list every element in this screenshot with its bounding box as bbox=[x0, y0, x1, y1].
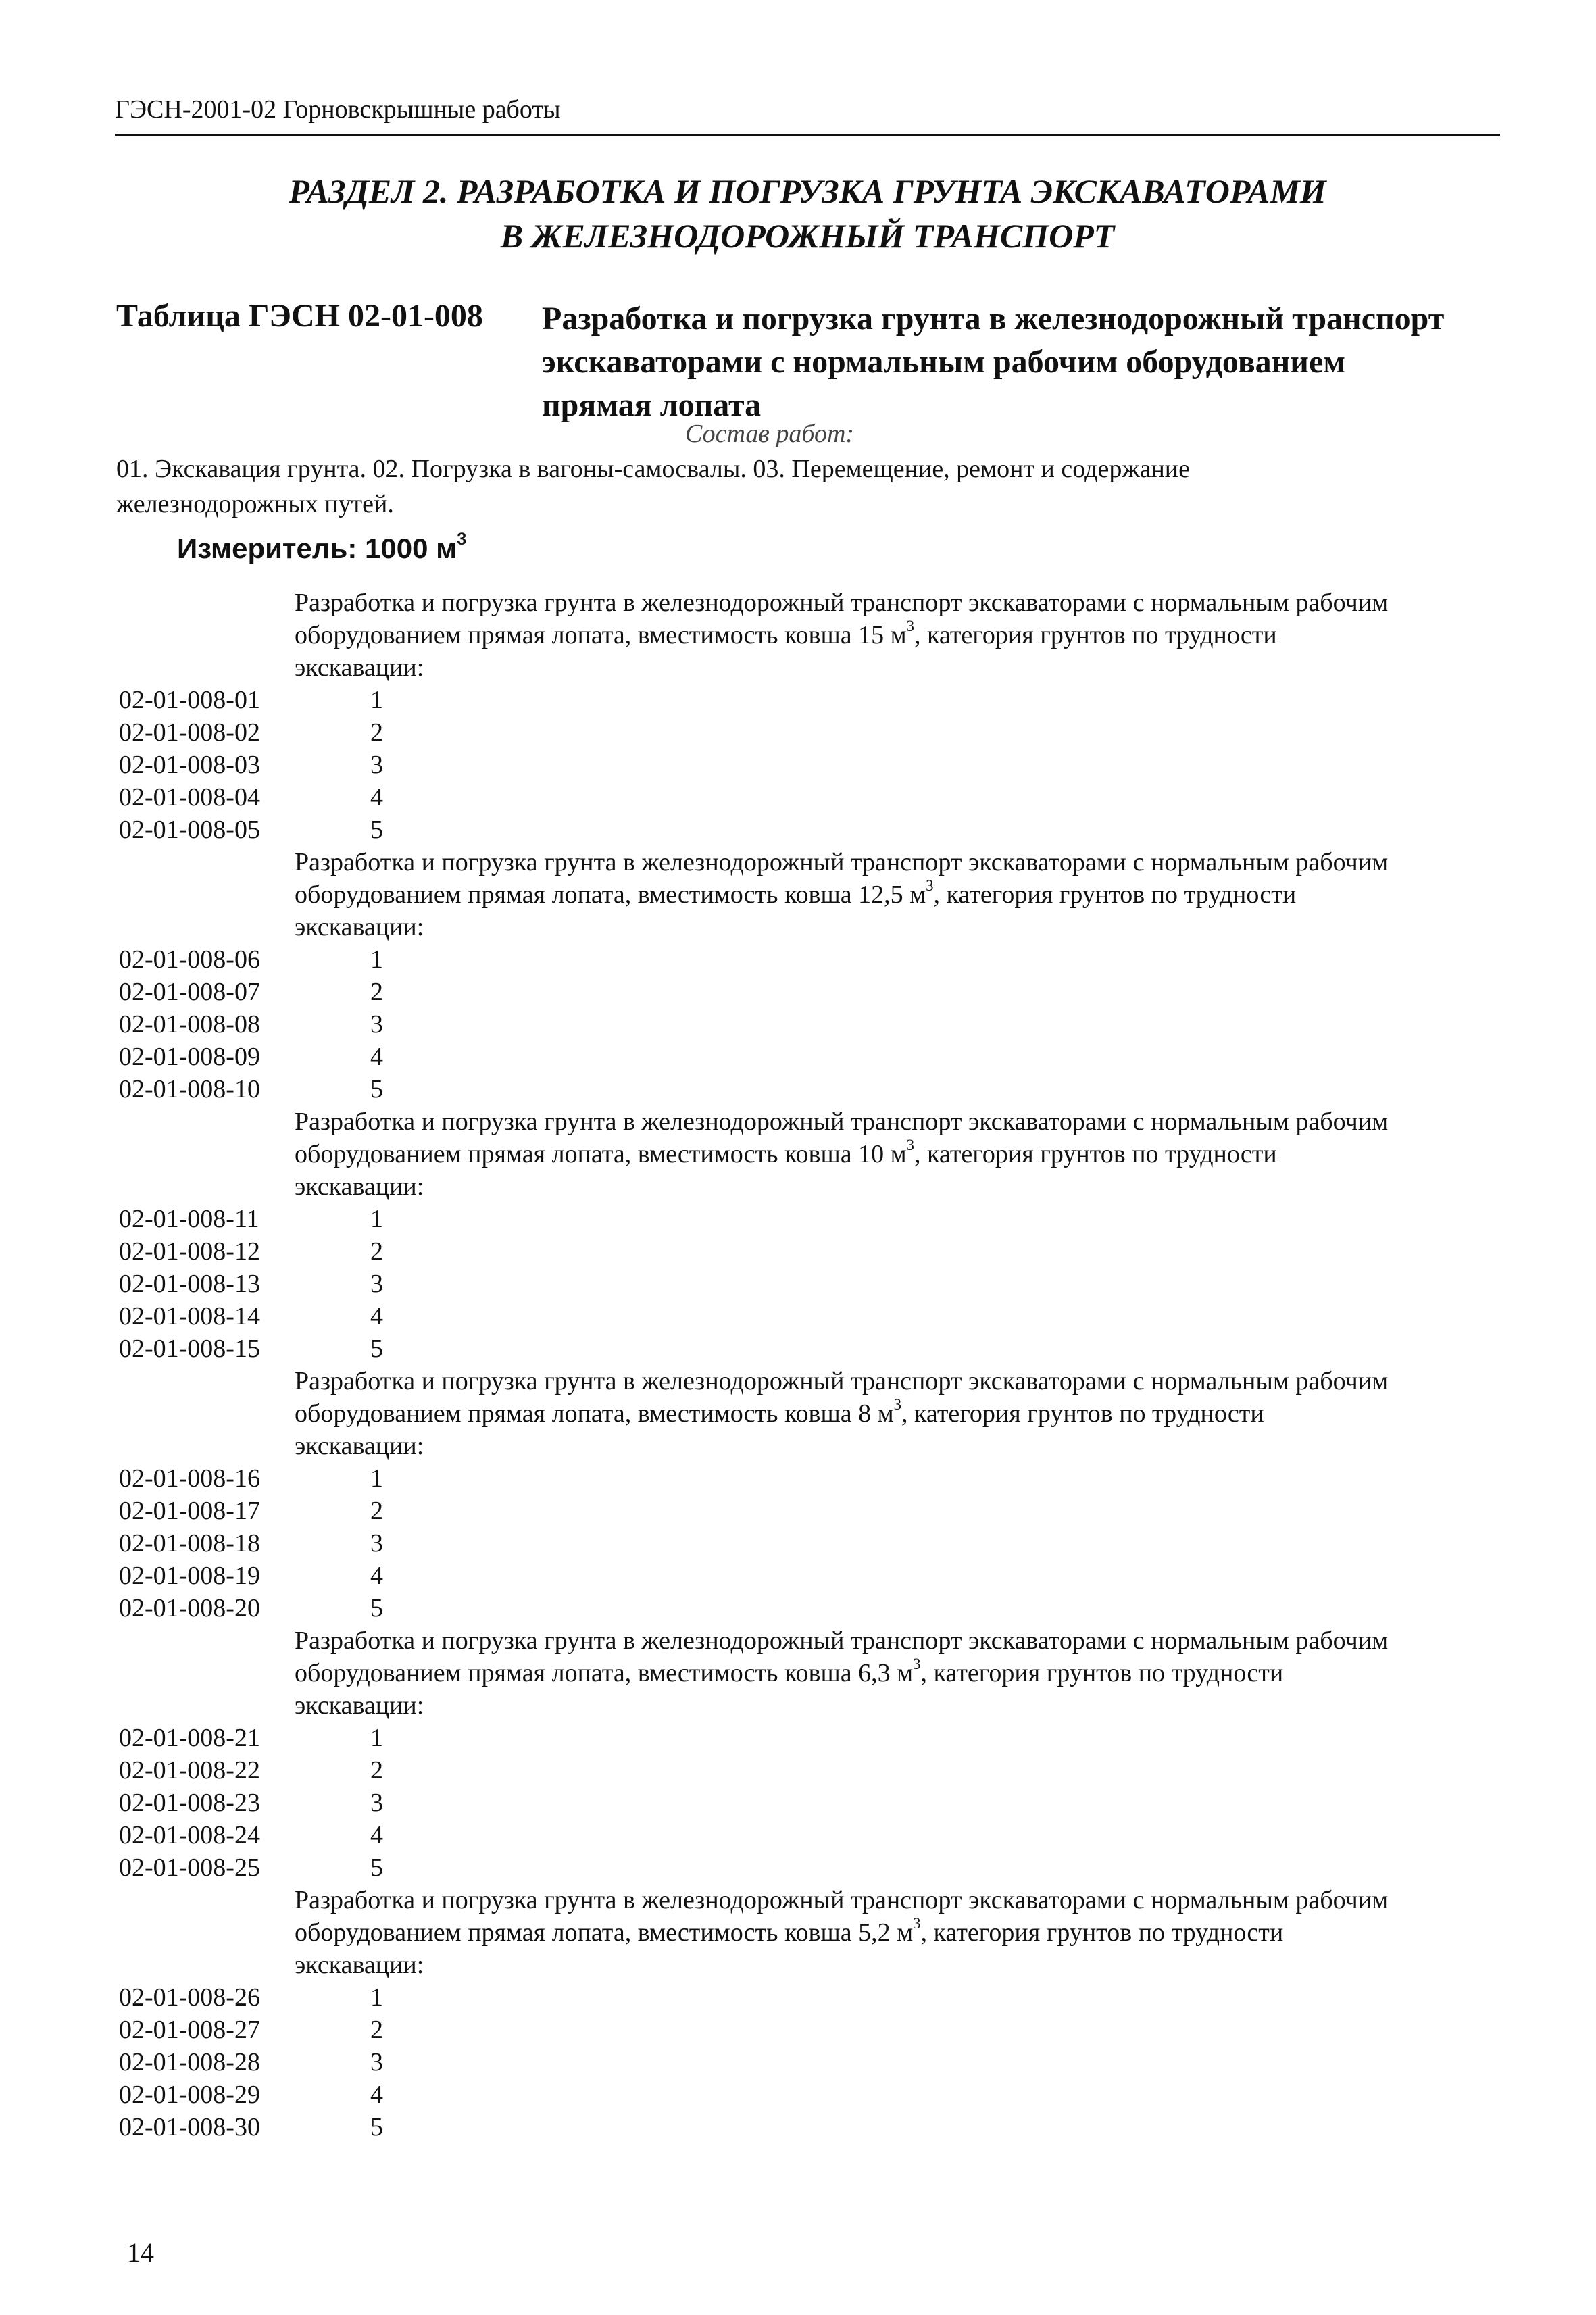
norm-row bbox=[115, 1527, 1507, 1560]
norm-row bbox=[115, 1235, 1507, 1268]
soil-category: 3 bbox=[370, 1270, 383, 1298]
soil-category: 3 bbox=[370, 2048, 383, 2076]
norm-row bbox=[115, 1462, 1507, 1495]
section-title-line-2: В ЖЕЛЕЗНОДОРОЖНЫЙ ТРАНСПОРТ bbox=[500, 217, 1115, 255]
norm-code: 02-01-008-23 bbox=[119, 1789, 260, 1817]
norm-row bbox=[115, 749, 1507, 781]
description-line-1: Разработка и погрузка грунта в железнодорожный транспорт экскаваторами с нормальным рабочим bbox=[295, 848, 1389, 876]
soil-category: 1 bbox=[370, 945, 383, 974]
description-text: оборудованием прямая лопата, вместимость ковша 5,2 м bbox=[295, 1918, 914, 1947]
cubic-superscript: 3 bbox=[906, 1136, 915, 1153]
norm-code: 02-01-008-26 bbox=[119, 1983, 260, 2012]
soil-category: 3 bbox=[370, 1789, 383, 1817]
norm-row bbox=[115, 2014, 1507, 2046]
norm-row bbox=[115, 1981, 1507, 2014]
norm-row bbox=[115, 2046, 1507, 2078]
description-text: оборудованием прямая лопата, вместимость ковша 15 м bbox=[295, 621, 907, 649]
soil-category: 1 bbox=[370, 1983, 383, 2012]
norm-code: 02-01-008-12 bbox=[119, 1237, 260, 1266]
norm-group bbox=[115, 1884, 1507, 2143]
norm-code: 02-01-008-29 bbox=[119, 2081, 260, 2109]
norm-code: 02-01-008-10 bbox=[119, 1075, 260, 1103]
section-title-line-1: РАЗДЕЛ 2. РАЗРАБОТКА И ПОГРУЗКА ГРУНТА ЭКСКАВАТОРАМИ bbox=[289, 172, 1326, 210]
norm-row bbox=[115, 1560, 1507, 1592]
cubic-superscript: 3 bbox=[906, 617, 915, 634]
description-line-2 bbox=[295, 1916, 1507, 1949]
norm-code: 02-01-008-13 bbox=[119, 1270, 260, 1298]
running-header: ГЭСН-2001-02 Горновскрышные работы bbox=[115, 95, 561, 124]
header-rule bbox=[115, 134, 1500, 136]
norm-code: 02-01-008-22 bbox=[119, 1756, 260, 1785]
soil-category: 5 bbox=[370, 1594, 383, 1622]
group-description bbox=[295, 1105, 1507, 1203]
norm-row bbox=[115, 1495, 1507, 1527]
norm-code: 02-01-008-02 bbox=[119, 718, 260, 747]
description-text: оборудованием прямая лопата, вместимость ковша 10 м bbox=[295, 1140, 907, 1168]
soil-category: 1 bbox=[370, 1724, 383, 1752]
norm-group bbox=[115, 846, 1507, 1105]
description-line-1: Разработка и погрузка грунта в железнодорожный транспорт экскаваторами с нормальным рабочим bbox=[295, 1886, 1389, 1914]
soil-category: 2 bbox=[370, 1237, 383, 1266]
soil-category: 3 bbox=[370, 1529, 383, 1558]
norm-group bbox=[115, 587, 1507, 846]
description-line-3: экскавации: bbox=[295, 1691, 424, 1720]
norm-row bbox=[115, 1851, 1507, 1884]
soil-category: 2 bbox=[370, 1756, 383, 1785]
measure-superscript: 3 bbox=[457, 529, 467, 549]
norm-code: 02-01-008-05 bbox=[119, 816, 260, 844]
norm-row bbox=[115, 1203, 1507, 1235]
measurement-unit bbox=[177, 529, 467, 565]
table-name-line-1: Разработка и погрузка грунта в железнодорожный транспорт bbox=[542, 301, 1445, 337]
description-line-3: экскавации: bbox=[295, 1172, 424, 1201]
norm-row bbox=[115, 1008, 1507, 1041]
description-line-1: Разработка и погрузка грунта в железнодорожный транспорт экскаваторами с нормальным рабочим bbox=[295, 589, 1389, 617]
norm-code: 02-01-008-09 bbox=[119, 1043, 260, 1071]
soil-category: 2 bbox=[370, 978, 383, 1006]
description-text: , категория грунтов по трудности bbox=[920, 1918, 1284, 1947]
norm-code: 02-01-008-01 bbox=[119, 686, 260, 714]
description-text: оборудованием прямая лопата, вместимость ковша 8 м bbox=[295, 1399, 894, 1428]
description-line-2 bbox=[295, 1657, 1507, 1689]
cubic-superscript: 3 bbox=[913, 1655, 921, 1672]
description-line-2 bbox=[295, 878, 1507, 911]
norm-code: 02-01-008-18 bbox=[119, 1529, 260, 1558]
norm-row bbox=[115, 684, 1507, 716]
soil-category: 3 bbox=[370, 751, 383, 779]
norm-row bbox=[115, 716, 1507, 749]
norm-code: 02-01-008-07 bbox=[119, 978, 260, 1006]
norm-row bbox=[115, 943, 1507, 976]
norm-code: 02-01-008-11 bbox=[119, 1205, 259, 1233]
norm-row bbox=[115, 1268, 1507, 1300]
norm-code: 02-01-008-03 bbox=[119, 751, 260, 779]
section-title bbox=[115, 169, 1500, 258]
group-description bbox=[295, 846, 1507, 943]
norm-row bbox=[115, 1073, 1507, 1105]
soil-category: 1 bbox=[370, 686, 383, 714]
soil-category: 5 bbox=[370, 2113, 383, 2141]
description-text: оборудованием прямая лопата, вместимость ковша 6,3 м bbox=[295, 1659, 914, 1687]
work-line-2: железнодорожных путей. bbox=[116, 490, 394, 518]
description-line-2 bbox=[295, 1138, 1507, 1170]
norm-row bbox=[115, 1592, 1507, 1624]
cubic-superscript: 3 bbox=[893, 1395, 902, 1413]
work-composition-heading: Состав работ: bbox=[685, 420, 855, 448]
table-name-line-2: экскаваторами с нормальным рабочим оборудованием bbox=[542, 344, 1345, 380]
norm-row bbox=[115, 1754, 1507, 1787]
soil-category: 5 bbox=[370, 1853, 383, 1882]
description-text: , категория грунтов по трудности bbox=[914, 621, 1277, 649]
group-description bbox=[295, 1365, 1507, 1462]
soil-category: 4 bbox=[370, 1562, 383, 1590]
soil-category: 1 bbox=[370, 1464, 383, 1493]
norm-group bbox=[115, 1624, 1507, 1884]
description-text: , категория грунтов по трудности bbox=[920, 1659, 1284, 1687]
soil-category: 3 bbox=[370, 1010, 383, 1039]
description-line-3: экскавации: bbox=[295, 1951, 424, 1979]
norm-row bbox=[115, 781, 1507, 814]
work-line-1: 01. Экскавация грунта. 02. Погрузка в вагоны-самосвалы. 03. Перемещение, ремонт и содержание bbox=[116, 455, 1191, 483]
measure-text: Измеритель: 1000 м bbox=[177, 532, 457, 564]
work-composition-text bbox=[116, 451, 1501, 522]
table-label: Таблица ГЭСН 02-01-008 bbox=[116, 298, 483, 334]
norm-row bbox=[115, 1333, 1507, 1365]
norm-row bbox=[115, 1300, 1507, 1333]
norm-row bbox=[115, 2111, 1507, 2143]
description-line-2 bbox=[295, 1397, 1507, 1430]
norm-row bbox=[115, 1819, 1507, 1851]
norm-group bbox=[115, 1365, 1507, 1624]
group-description bbox=[295, 587, 1507, 684]
norm-code: 02-01-008-16 bbox=[119, 1464, 260, 1493]
cubic-superscript: 3 bbox=[913, 1914, 921, 1932]
soil-category: 4 bbox=[370, 783, 383, 812]
norm-code: 02-01-008-06 bbox=[119, 945, 260, 974]
description-line-2 bbox=[295, 619, 1507, 651]
description-text: , категория грунтов по трудности bbox=[914, 1140, 1277, 1168]
soil-category: 2 bbox=[370, 2016, 383, 2044]
description-line-1: Разработка и погрузка грунта в железнодорожный транспорт экскаваторами с нормальным рабочим bbox=[295, 1107, 1389, 1136]
norm-code: 02-01-008-24 bbox=[119, 1821, 260, 1849]
norm-code: 02-01-008-28 bbox=[119, 2048, 260, 2076]
norm-code: 02-01-008-27 bbox=[119, 2016, 260, 2044]
norm-row bbox=[115, 2078, 1507, 2111]
soil-category: 5 bbox=[370, 816, 383, 844]
norm-code: 02-01-008-30 bbox=[119, 2113, 260, 2141]
soil-category: 2 bbox=[370, 1497, 383, 1525]
description-line-3: экскавации: bbox=[295, 1432, 424, 1460]
norm-group bbox=[115, 1105, 1507, 1365]
norm-code: 02-01-008-21 bbox=[119, 1724, 260, 1752]
norm-row bbox=[115, 1787, 1507, 1819]
norm-code: 02-01-008-20 bbox=[119, 1594, 260, 1622]
description-line-3: экскавации: bbox=[295, 913, 424, 941]
soil-category: 4 bbox=[370, 1043, 383, 1071]
description-line-1: Разработка и погрузка грунта в железнодорожный транспорт экскаваторами с нормальным рабочим bbox=[295, 1367, 1389, 1395]
soil-category: 2 bbox=[370, 718, 383, 747]
description-line-3: экскавации: bbox=[295, 653, 424, 682]
soil-category: 4 bbox=[370, 1821, 383, 1849]
table-name bbox=[542, 297, 1501, 427]
norm-code: 02-01-008-14 bbox=[119, 1302, 260, 1330]
description-text: оборудованием прямая лопата, вместимость ковша 12,5 м bbox=[295, 880, 926, 909]
norm-row bbox=[115, 976, 1507, 1008]
norm-code: 02-01-008-04 bbox=[119, 783, 260, 812]
soil-category: 4 bbox=[370, 1302, 383, 1330]
norm-code: 02-01-008-15 bbox=[119, 1335, 260, 1363]
norm-row bbox=[115, 1722, 1507, 1754]
group-description bbox=[295, 1624, 1507, 1722]
soil-category: 1 bbox=[370, 1205, 383, 1233]
norm-row bbox=[115, 1041, 1507, 1073]
norm-row bbox=[115, 814, 1507, 846]
norm-code: 02-01-008-19 bbox=[119, 1562, 260, 1590]
soil-category: 4 bbox=[370, 2081, 383, 2109]
group-description bbox=[295, 1884, 1507, 1981]
soil-category: 5 bbox=[370, 1075, 383, 1103]
page-number: 14 bbox=[127, 2237, 154, 2268]
norm-code: 02-01-008-17 bbox=[119, 1497, 260, 1525]
table-name-line-3: прямая лопата bbox=[542, 387, 762, 423]
description-text: , категория грунтов по трудности bbox=[901, 1399, 1264, 1428]
norm-code: 02-01-008-08 bbox=[119, 1010, 260, 1039]
description-line-1: Разработка и погрузка грунта в железнодорожный транспорт экскаваторами с нормальным рабочим bbox=[295, 1626, 1389, 1655]
soil-category: 5 bbox=[370, 1335, 383, 1363]
cubic-superscript: 3 bbox=[926, 876, 934, 894]
description-text: , категория грунтов по трудности bbox=[933, 880, 1297, 909]
norm-code: 02-01-008-25 bbox=[119, 1853, 260, 1882]
